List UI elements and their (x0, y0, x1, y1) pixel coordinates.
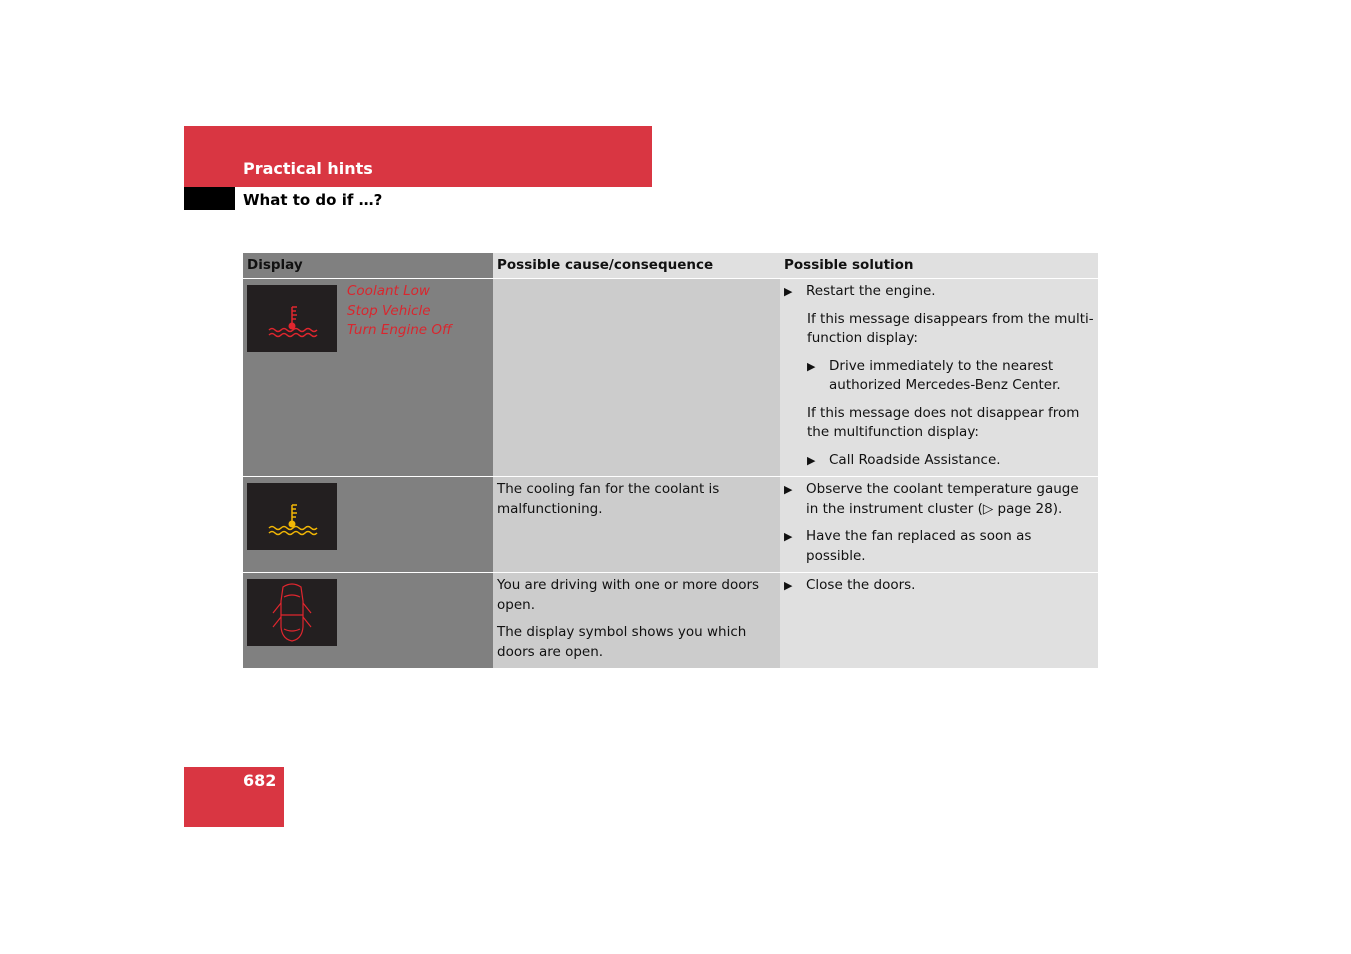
table-row (243, 573, 1098, 669)
display-cell (243, 477, 493, 573)
cause-text: The cooling fan for the coolant is malfunctioning. (497, 481, 720, 517)
column-header-solution: Possible solution (780, 253, 1098, 279)
bullet-triangle-icon: ▶ (784, 579, 793, 592)
table-row (243, 477, 1098, 573)
solution-note: If this message disappears from the multi-function display: (807, 310, 1094, 346)
display-message-line: Turn Engine Off (347, 322, 452, 338)
display-message-line: Coolant Low (347, 283, 430, 299)
page-number: 682 (243, 771, 277, 790)
solution-step: ▶ Close the doors. (784, 576, 1094, 596)
display-message (347, 282, 489, 341)
display-message-line: Stop Vehicle (347, 302, 431, 319)
cause-text: The display symbol shows you which doors are open. (497, 624, 747, 660)
section-title: Practical hints (243, 159, 373, 178)
bullet-triangle-icon: ▶ (784, 285, 793, 298)
display-cell (243, 573, 493, 669)
subsection-title: What to do if …? (243, 191, 383, 209)
solution-step: ▶ Have the fan replaced as soon as possible. (784, 528, 1032, 564)
solution-substep: ▶ Call Roadside Assistance. (807, 451, 1094, 471)
column-header-display: Display (243, 253, 493, 279)
solution-note: If this message does not disappear from the multifunction display: (807, 404, 1080, 440)
door-open-car-icon (247, 579, 337, 646)
cause-cell (493, 477, 780, 573)
display-cell (243, 279, 493, 477)
bullet-triangle-icon: ▶ (784, 530, 793, 543)
section-tab-marker (184, 187, 235, 210)
column-header-cause: Possible cause/consequence (493, 253, 780, 279)
coolant-temperature-red-icon (247, 285, 337, 352)
solution-cell (780, 573, 1098, 669)
table-header-row (243, 253, 1098, 279)
hints-table (243, 253, 1098, 668)
table-row (243, 279, 1098, 477)
cause-cell (493, 279, 780, 477)
solution-cell (780, 279, 1098, 477)
solution-substep: ▶ Drive immediately to the nearest authorized Mercedes-Benz Center. (807, 357, 1061, 393)
solution-cell (780, 477, 1098, 573)
bullet-triangle-icon: ▶ (807, 453, 816, 467)
coolant-temperature-yellow-icon (247, 483, 337, 550)
cause-text: You are driving with one or more doors open. (497, 577, 760, 613)
cause-cell (493, 573, 780, 669)
bullet-triangle-icon: ▶ (784, 483, 793, 496)
solution-step: ▶ Restart the engine. (784, 282, 1094, 302)
solution-step: ▶ Observe the coolant temperature gauge in the instrument cluster (▷ page 28). (784, 481, 1079, 517)
bullet-triangle-icon: ▶ (807, 359, 816, 373)
